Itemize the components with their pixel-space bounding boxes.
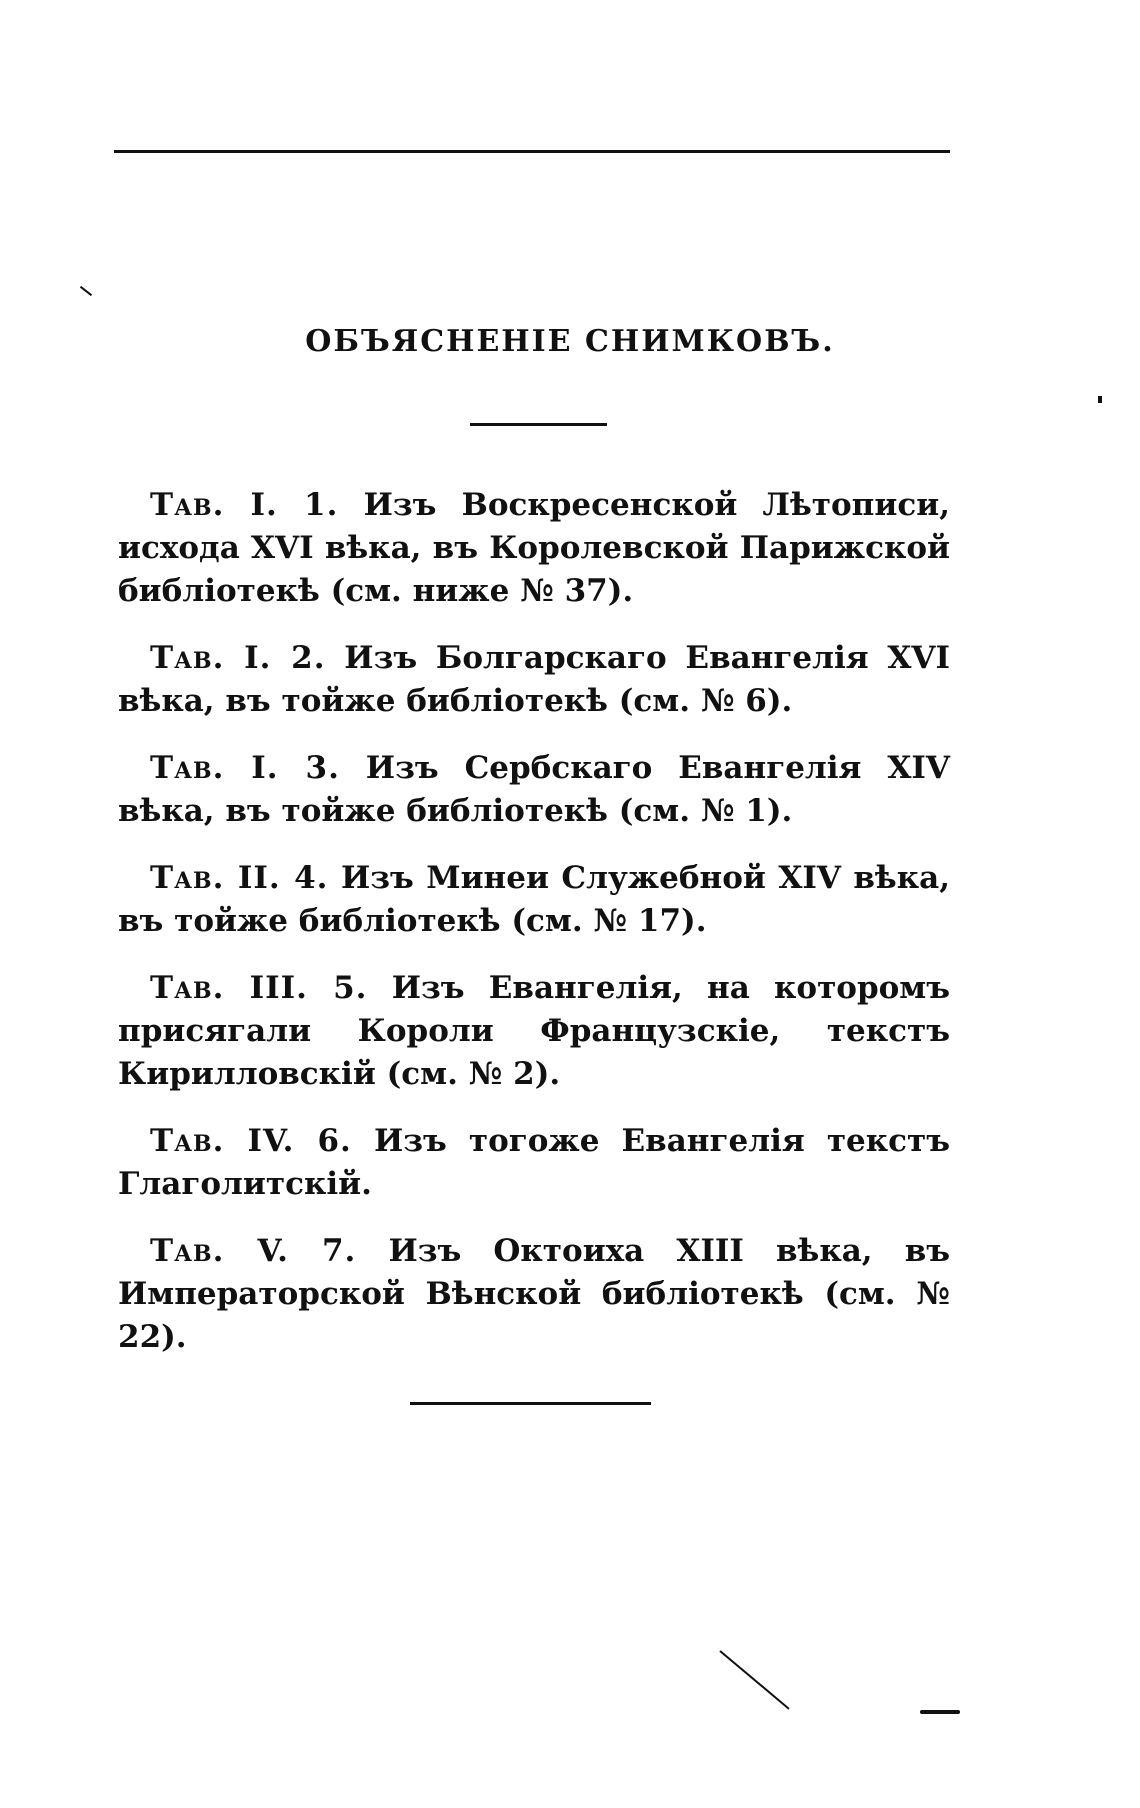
plate-label: Тав. II. 4. bbox=[150, 860, 329, 896]
plate-label: Тав. IV. 6. bbox=[150, 1123, 352, 1159]
page-title: ОБЪЯСНЕНІЕ СНИМКОВЪ. bbox=[305, 324, 835, 359]
plate-text: Изъ Болгарскаго Евангелія XVI вѣка, въ тойже библіотекѣ (см. № 6). bbox=[118, 640, 950, 719]
top-rule bbox=[114, 150, 950, 153]
plate-entry bbox=[118, 967, 950, 1096]
title-rule bbox=[470, 423, 607, 426]
plate-entry bbox=[118, 1230, 950, 1359]
plate-label: Тав. V. 7. bbox=[150, 1233, 357, 1269]
plate-text: Изъ Евангелія, на которомъ присягали Короли Французскіе, текстъ Кирилловскій (см. № 2). bbox=[118, 970, 951, 1092]
pencil-stroke bbox=[920, 1710, 960, 1714]
plate-text: Изъ Октоиха XIII вѣка, въ Императорской Вѣнской библіотекѣ (см. № 22). bbox=[118, 1233, 951, 1355]
plate-text: Изъ Сербскаго Евангелія XIV вѣка, въ тойже библіотекѣ (см. № 1). bbox=[118, 750, 950, 829]
plate-entry bbox=[118, 857, 950, 943]
plate-text: Изъ тогоже Евангелія текстъ Глаголитскій. bbox=[118, 1123, 951, 1202]
pencil-stroke bbox=[719, 1650, 789, 1709]
plate-label: Тав. I. 1. bbox=[150, 487, 339, 523]
plate-text: Изъ Воскресенской Лѣтописи, исхода XVI вѣка, въ Королевской Парижской библіотекѣ (см. ниже № 37). bbox=[118, 487, 950, 609]
ink-speck bbox=[1098, 396, 1102, 403]
plate-entry bbox=[118, 747, 950, 833]
plate-entry bbox=[118, 1120, 950, 1206]
plate-label: Тав. III. 5. bbox=[150, 970, 368, 1006]
plates-list bbox=[118, 484, 950, 1383]
end-rule bbox=[410, 1402, 651, 1405]
plate-text: Изъ Минеи Служебной XIV вѣка, въ тойже библіотекѣ (см. № 17). bbox=[118, 860, 950, 939]
ink-speck bbox=[80, 286, 92, 296]
plate-label: Тав. I. 3. bbox=[150, 750, 340, 786]
plate-entry bbox=[118, 637, 950, 723]
plate-entry bbox=[118, 484, 950, 613]
plate-label: Тав. I. 2. bbox=[150, 640, 326, 676]
